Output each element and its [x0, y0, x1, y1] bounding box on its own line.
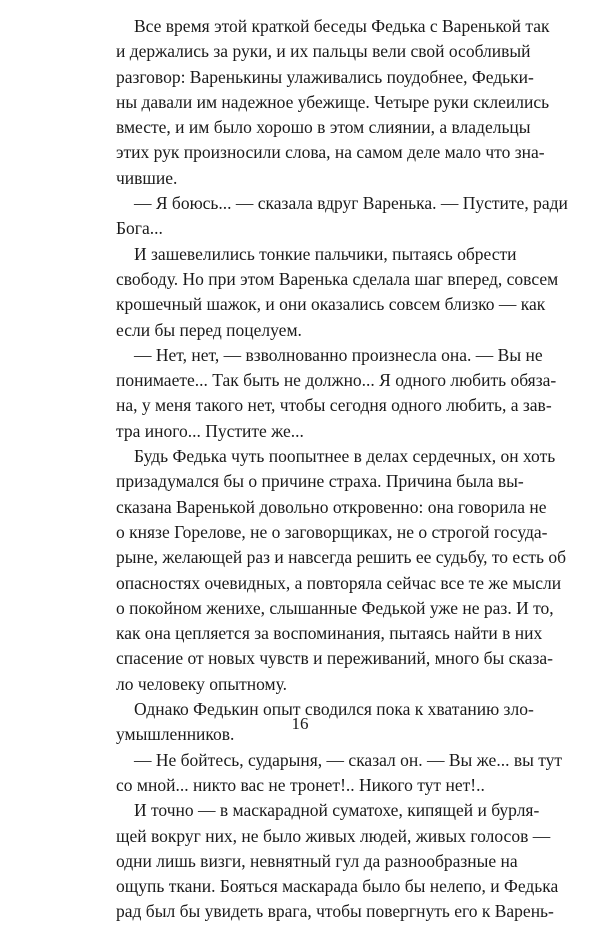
text-line: чившие.: [116, 167, 178, 188]
paragraph: [116, 191, 568, 242]
text-line: свободу. Но при этом Варенька сделала шаг вперед, совсем: [116, 268, 559, 289]
text-line: Бога...: [116, 218, 163, 239]
text-line: щей вокруг них, не было живых людей, живых голосов —: [116, 825, 551, 846]
text-line: И зашевелились тонкие пальчики, пытаясь обрести: [134, 243, 517, 264]
text-line: спасение от новых чувств и переживаний, много бы сказа-: [116, 648, 553, 669]
text-line: и держались за руки, и их пальцы вели свой особливый: [116, 41, 531, 62]
paragraph: [116, 343, 557, 444]
text-line: о князе Горелове, не о заговорщиках, не о строгой госуда-: [116, 521, 548, 542]
text-line: — Не бойтесь, сударыня, — сказал он. — Вы же... вы тут: [134, 749, 563, 770]
text-line: рад был бы увидеть врага, чтобы повергнуть его к Варень-: [116, 901, 554, 922]
text-line: со мной... никто вас не тронет!.. Никого тут нет!..: [116, 774, 485, 795]
paragraph: [116, 242, 559, 343]
page-number: 16: [291, 714, 309, 733]
text-line: — Нет, нет, — взволнованно произнесла она. — Вы не: [134, 344, 543, 365]
text-line: умышленников.: [116, 724, 235, 745]
text-line: понимаете... Так быть не должно... Я одного любить обяза-: [116, 370, 557, 391]
text-line: И точно — в маскарадной суматохе, кипящей и бурля-: [134, 800, 540, 821]
page-text: [116, 14, 568, 925]
text-line: вместе, и им было хорошо в этом слиянии, а владельцы: [116, 117, 531, 138]
text-line: Однако Федькин опыт сводился пока к хватанию зло-: [134, 699, 534, 720]
text-line: на, у меня такого нет, чтобы сегодня одного любить, а зав-: [116, 395, 552, 416]
text-line: Будь Федька чуть поопытнее в делах сердечных, он хоть: [134, 446, 556, 467]
paragraph: [116, 14, 550, 191]
text-line: как она цепляется за воспоминания, пытаясь найти в них: [116, 623, 543, 644]
text-line: рыне, желающей раз и навсегда решить ее судьбу, то есть об: [116, 547, 567, 568]
text-line: — Я боюсь... — сказала вдруг Варенька. — Пустите, ради: [134, 193, 568, 214]
text-line: ло человеку опытному.: [116, 673, 287, 694]
text-line: опасностях очевидных, а повторяла сейчас все те же мысли: [116, 572, 562, 593]
text-line: ощупь ткани. Бояться маскарада было бы нелепо, и Федька: [116, 876, 559, 897]
text-line: разговор: Варенькины улаживались поудобнее, Федьки-: [116, 66, 534, 87]
text-line: одни лишь визги, невнятный гул да разнообразные на: [116, 850, 518, 871]
paragraph: [116, 798, 559, 924]
text-line: если бы перед поцелуем.: [116, 319, 302, 340]
text-line: тра иного... Пустите же...: [116, 420, 304, 441]
paragraph: [116, 748, 563, 799]
text-line: призадумался бы о причине страха. Причина была вы-: [116, 471, 524, 492]
paragraph: [116, 444, 567, 697]
text-line: ны давали им надежное убежище. Четыре руки склеились: [116, 91, 550, 112]
text-line: крошечный шажок, и они оказались совсем близко — как: [116, 294, 546, 315]
text-line: Все время этой краткой беседы Федька с Варенькой так: [134, 16, 550, 36]
text-line: этих рук произносили слова, на самом деле мало что зна-: [116, 142, 545, 163]
text-line: сказана Варенькой довольно откровенно: она говорила не: [116, 496, 547, 517]
text-line: о покойном женихе, слышанные Федькой уже не раз. И то,: [116, 597, 554, 618]
